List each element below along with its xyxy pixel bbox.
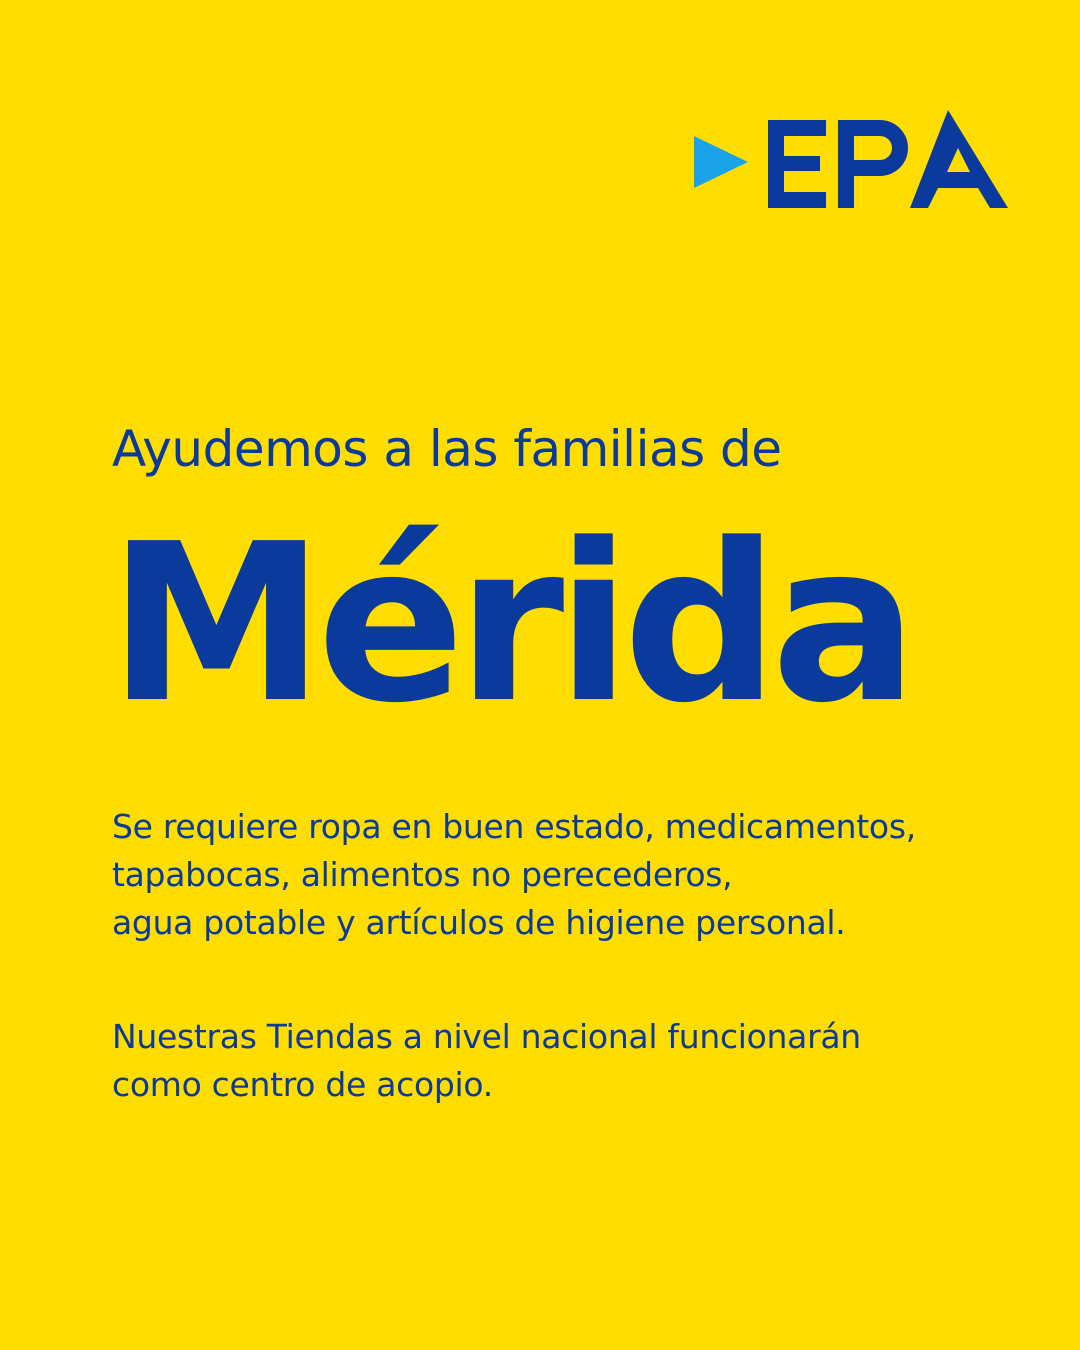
collection-centers-paragraph <box>112 1013 1012 1109</box>
paragraph-line: agua potable y artículos de higiene personal. <box>112 903 846 942</box>
epa-logo <box>690 108 1015 213</box>
epa-logo-letters <box>768 110 1008 208</box>
paragraph-line: como centro de acopio. <box>112 1065 493 1104</box>
paragraph-line: tapabocas, alimentos no perecederos, <box>112 855 733 894</box>
heading: Ayudemos a las familias de <box>112 420 782 478</box>
paragraph-line: Nuestras Tiendas a nivel nacional funcionarán <box>112 1017 861 1056</box>
paragraph-line: Se requiere ropa en buen estado, medicamentos, <box>112 807 916 846</box>
city-name: Mérida <box>108 498 911 751</box>
donation-requirements-paragraph <box>112 803 1012 947</box>
play-arrow-icon <box>694 136 748 188</box>
